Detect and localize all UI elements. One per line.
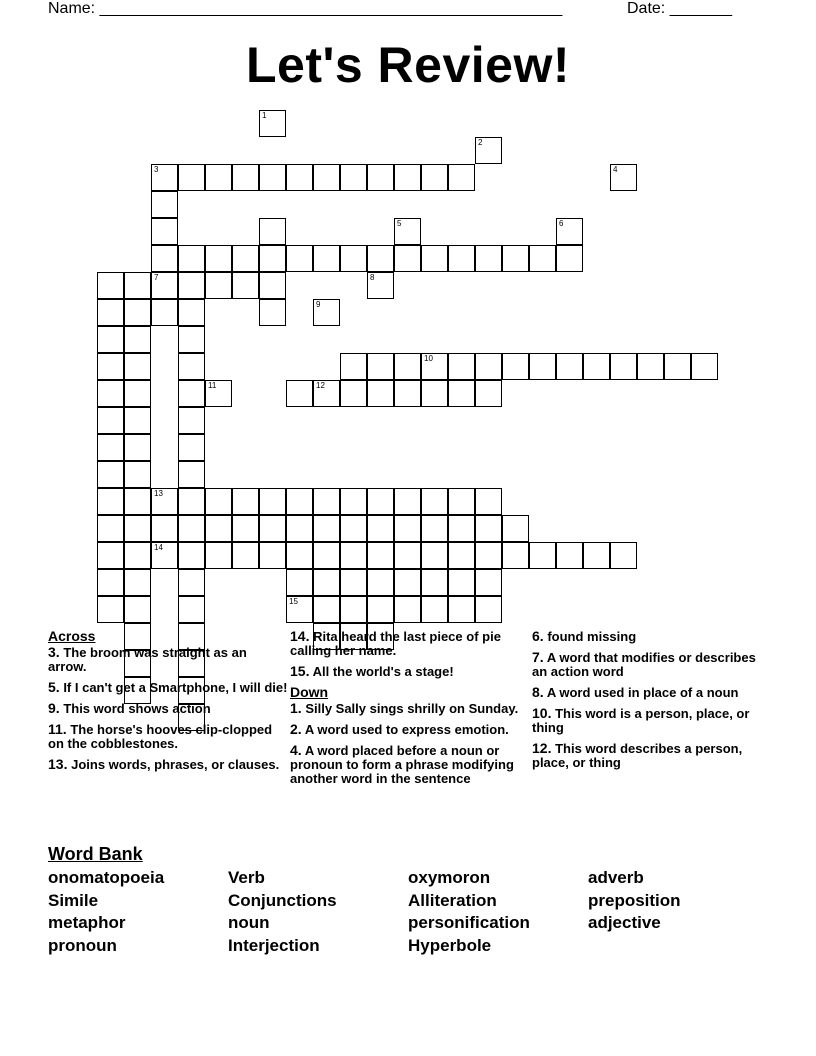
clue-number: 10 — [424, 354, 433, 363]
grid-cell[interactable] — [448, 245, 475, 272]
grid-cell[interactable] — [448, 488, 475, 515]
grid-cell[interactable] — [421, 380, 448, 407]
word-bank-item: adjective — [588, 913, 661, 932]
down-clue-1: 1. Silly Sally sings shrilly on Sunday. — [290, 700, 519, 716]
word-bank-item: Conjunctions — [228, 891, 337, 910]
grid-cell[interactable] — [664, 353, 691, 380]
grid-cell[interactable] — [448, 569, 475, 596]
grid-cell[interactable] — [151, 515, 178, 542]
date-line: Date: _______ — [627, 0, 732, 17]
across-clue-9: 9. This word shows action — [48, 700, 211, 716]
down-clue-7: 7. A word that modifies or describes an action word — [532, 649, 756, 679]
grid-cell[interactable] — [232, 272, 259, 299]
grid-cell[interactable] — [394, 542, 421, 569]
grid-cell[interactable] — [448, 515, 475, 542]
grid-cell[interactable] — [610, 353, 637, 380]
grid-cell[interactable] — [529, 353, 556, 380]
across-clue-11: 11. The horse's hooves clip-clopped on the cobblestones. — [48, 721, 273, 751]
grid-cell[interactable] — [232, 164, 259, 191]
grid-cell[interactable] — [394, 596, 421, 623]
across-heading: Across — [48, 628, 96, 644]
grid-cell[interactable] — [151, 272, 178, 299]
grid-cell[interactable] — [151, 245, 178, 272]
grid-cell[interactable] — [340, 569, 367, 596]
down-clue-2: 2. A word used to express emotion. — [290, 721, 509, 737]
clue-number: 6 — [559, 219, 564, 228]
grid-cell[interactable] — [394, 488, 421, 515]
grid-cell[interactable] — [421, 164, 448, 191]
clue-number: 8 — [370, 273, 375, 282]
grid-cell[interactable] — [448, 542, 475, 569]
grid-cell[interactable] — [394, 569, 421, 596]
grid-cell[interactable] — [421, 569, 448, 596]
grid-cell[interactable] — [286, 164, 313, 191]
word-bank-item: Interjection — [228, 936, 320, 955]
grid-cell[interactable] — [475, 596, 502, 623]
grid-cell[interactable] — [178, 245, 205, 272]
grid-cell[interactable] — [178, 596, 205, 623]
grid-cell[interactable] — [313, 380, 340, 407]
grid-cell[interactable] — [394, 164, 421, 191]
grid-cell[interactable] — [637, 353, 664, 380]
grid-cell[interactable] — [151, 218, 178, 245]
grid-cell[interactable] — [340, 245, 367, 272]
word-bank-item: onomatopoeia — [48, 868, 165, 887]
grid-cell[interactable] — [205, 245, 232, 272]
clue-number: 2 — [478, 138, 483, 147]
grid-cell[interactable] — [232, 542, 259, 569]
grid-cell[interactable] — [205, 542, 232, 569]
grid-cell[interactable] — [448, 596, 475, 623]
grid-cell[interactable] — [124, 272, 151, 299]
grid-cell[interactable] — [124, 380, 151, 407]
grid-cell[interactable] — [178, 407, 205, 434]
word-bank-item: adverb — [588, 868, 644, 887]
grid-cell[interactable] — [286, 596, 313, 623]
grid-cell[interactable] — [367, 596, 394, 623]
down-clue-4: 4. A word placed before a noun or pronoun to form a phrase modifying another word in the sentence — [290, 742, 514, 786]
down-clues-column-3 — [532, 629, 772, 776]
word-bank-item: personification — [408, 913, 530, 932]
grid-cell[interactable] — [367, 515, 394, 542]
grid-cell[interactable] — [367, 353, 394, 380]
grid-cell[interactable] — [178, 353, 205, 380]
grid-cell[interactable] — [124, 299, 151, 326]
grid-cell[interactable] — [97, 353, 124, 380]
grid-cell[interactable] — [97, 515, 124, 542]
grid-cell[interactable] — [475, 137, 502, 164]
grid-cell[interactable] — [286, 542, 313, 569]
clue-number: 4 — [613, 165, 618, 174]
grid-cell[interactable] — [529, 245, 556, 272]
grid-cell[interactable] — [556, 245, 583, 272]
grid-cell[interactable] — [367, 542, 394, 569]
grid-cell[interactable] — [340, 515, 367, 542]
grid-cell[interactable] — [178, 164, 205, 191]
grid-cell[interactable] — [475, 488, 502, 515]
grid-cell[interactable] — [394, 380, 421, 407]
grid-cell[interactable] — [502, 245, 529, 272]
grid-cell[interactable] — [529, 542, 556, 569]
grid-cell[interactable] — [475, 569, 502, 596]
grid-cell[interactable] — [367, 272, 394, 299]
grid-cell[interactable] — [124, 488, 151, 515]
grid-cell[interactable] — [313, 542, 340, 569]
grid-cell[interactable] — [475, 245, 502, 272]
grid-cell[interactable] — [97, 569, 124, 596]
grid-cell[interactable] — [448, 353, 475, 380]
grid-cell[interactable] — [421, 245, 448, 272]
grid-cell[interactable] — [259, 110, 286, 137]
grid-cell[interactable] — [340, 542, 367, 569]
word-bank-item: Simile — [48, 891, 99, 910]
grid-cell[interactable] — [475, 515, 502, 542]
grid-cell[interactable] — [502, 353, 529, 380]
grid-cell[interactable] — [394, 245, 421, 272]
grid-cell[interactable] — [124, 569, 151, 596]
page-title: Let's Review! — [245, 37, 571, 93]
word-bank-item: pronoun — [48, 936, 117, 955]
grid-cell[interactable] — [475, 353, 502, 380]
grid-cell[interactable] — [97, 299, 124, 326]
grid-cell[interactable] — [286, 488, 313, 515]
grid-cell[interactable] — [286, 245, 313, 272]
down-heading: Down — [290, 684, 329, 700]
grid-cell[interactable] — [97, 488, 124, 515]
grid-cell[interactable] — [97, 272, 124, 299]
grid-cell[interactable] — [205, 272, 232, 299]
grid-cell[interactable] — [583, 542, 610, 569]
grid-cell[interactable] — [313, 515, 340, 542]
grid-cell[interactable] — [151, 488, 178, 515]
down-clue-10: 10. This word is a person, place, or thing — [532, 705, 750, 735]
grid-cell[interactable] — [610, 542, 637, 569]
grid-cell[interactable] — [259, 488, 286, 515]
grid-cell[interactable] — [151, 299, 178, 326]
grid-cell[interactable] — [583, 353, 610, 380]
grid-cell[interactable] — [340, 380, 367, 407]
grid-cell[interactable] — [178, 488, 205, 515]
grid-cell[interactable] — [259, 272, 286, 299]
grid-cell[interactable] — [259, 245, 286, 272]
grid-cell[interactable] — [259, 218, 286, 245]
grid-cell[interactable] — [313, 164, 340, 191]
word-bank-item: noun — [228, 913, 270, 932]
grid-cell[interactable] — [259, 542, 286, 569]
clue-number: 3 — [154, 165, 159, 174]
grid-cell[interactable] — [286, 515, 313, 542]
grid-cell[interactable] — [340, 596, 367, 623]
clue-number: 7 — [154, 273, 159, 282]
grid-cell[interactable] — [124, 326, 151, 353]
grid-cell[interactable] — [124, 542, 151, 569]
grid-cell[interactable] — [205, 488, 232, 515]
grid-cell[interactable] — [178, 380, 205, 407]
grid-cell[interactable] — [259, 515, 286, 542]
grid-cell[interactable] — [313, 569, 340, 596]
grid-cell[interactable] — [178, 434, 205, 461]
grid-cell[interactable] — [313, 245, 340, 272]
clue-number: 15 — [289, 597, 298, 606]
grid-cell[interactable] — [367, 488, 394, 515]
grid-cell[interactable] — [259, 164, 286, 191]
grid-cell[interactable] — [178, 569, 205, 596]
grid-cell[interactable] — [151, 191, 178, 218]
clue-number: 5 — [397, 219, 402, 228]
name-line: Name: ____________________________________________________ — [48, 0, 563, 17]
grid-cell[interactable] — [124, 596, 151, 623]
grid-cell[interactable] — [178, 272, 205, 299]
grid-cell[interactable] — [556, 353, 583, 380]
clue-number: 13 — [154, 489, 163, 498]
word-bank-item: Alliteration — [408, 891, 497, 910]
across-clue-15: 15. All the world's a stage! — [290, 663, 454, 679]
grid-cell[interactable] — [205, 515, 232, 542]
grid-cell[interactable] — [448, 380, 475, 407]
across-clue-14: 14. Rita heard the last piece of pie calling her name. — [290, 628, 501, 658]
grid-cell[interactable] — [556, 542, 583, 569]
word-bank-item: Verb — [228, 868, 265, 887]
word-bank-item: metaphor — [48, 913, 126, 932]
grid-cell[interactable] — [610, 164, 637, 191]
clue-number: 14 — [154, 543, 163, 552]
grid-cell[interactable] — [340, 488, 367, 515]
grid-cell[interactable] — [421, 596, 448, 623]
grid-cell[interactable] — [124, 353, 151, 380]
grid-cell[interactable] — [421, 488, 448, 515]
grid-cell[interactable] — [232, 515, 259, 542]
grid-cell[interactable] — [313, 596, 340, 623]
grid-cell[interactable] — [448, 164, 475, 191]
grid-cell[interactable] — [178, 515, 205, 542]
grid-cell[interactable] — [124, 434, 151, 461]
grid-cell[interactable] — [340, 164, 367, 191]
grid-cell[interactable] — [421, 542, 448, 569]
word-bank-item: preposition — [588, 891, 681, 910]
grid-cell[interactable] — [97, 407, 124, 434]
grid-cell[interactable] — [502, 542, 529, 569]
grid-cell[interactable] — [124, 407, 151, 434]
grid-cell[interactable] — [421, 353, 448, 380]
down-clue-6: 6. found missing — [532, 628, 637, 644]
grid-cell[interactable] — [178, 299, 205, 326]
grid-cell[interactable] — [313, 299, 340, 326]
grid-cell[interactable] — [475, 380, 502, 407]
down-clue-8: 8. A word used in place of a noun — [532, 684, 739, 700]
grid-cell[interactable] — [286, 380, 313, 407]
grid-cell[interactable] — [367, 569, 394, 596]
across-clue-5: 5. If I can't get a Smartphone, I will die! — [48, 679, 288, 695]
clue-number: 1 — [262, 111, 267, 120]
grid-cell[interactable] — [367, 380, 394, 407]
grid-cell[interactable] — [556, 218, 583, 245]
grid-cell[interactable] — [367, 245, 394, 272]
grid-cell[interactable] — [691, 353, 718, 380]
grid-cell[interactable] — [151, 164, 178, 191]
grid-cell[interactable] — [97, 596, 124, 623]
grid-cell[interactable] — [97, 326, 124, 353]
grid-cell[interactable] — [502, 515, 529, 542]
clue-number: 11 — [208, 381, 217, 390]
down-clue-12: 12. This word describes a person, place, or thing — [532, 740, 743, 770]
word-bank-item: Hyperbole — [408, 936, 492, 955]
clue-number: 12 — [316, 381, 325, 390]
grid-cell[interactable] — [151, 542, 178, 569]
grid-cell[interactable] — [232, 245, 259, 272]
clue-number: 9 — [316, 300, 321, 309]
grid-cell[interactable] — [394, 353, 421, 380]
grid-cell[interactable] — [97, 434, 124, 461]
grid-cell[interactable] — [394, 218, 421, 245]
grid-cell[interactable] — [97, 380, 124, 407]
grid-cell[interactable] — [286, 569, 313, 596]
grid-cell[interactable] — [367, 164, 394, 191]
across-clue-3: 3. The broom was straight as an arrow. — [48, 644, 247, 674]
grid-cell[interactable] — [232, 488, 259, 515]
grid-cell[interactable] — [178, 461, 205, 488]
grid-cell[interactable] — [124, 515, 151, 542]
clues-column-2 — [290, 629, 530, 792]
grid-cell[interactable] — [205, 164, 232, 191]
across-clue-13: 13. Joins words, phrases, or clauses. — [48, 756, 280, 772]
grid-cell[interactable] — [259, 299, 286, 326]
grid-cell[interactable] — [421, 515, 448, 542]
grid-cell[interactable] — [394, 515, 421, 542]
grid-cell[interactable] — [124, 461, 151, 488]
grid-cell[interactable] — [178, 326, 205, 353]
grid-cell[interactable] — [313, 488, 340, 515]
across-clues-column-1 — [48, 629, 288, 778]
grid-cell[interactable] — [205, 380, 232, 407]
word-bank-item: oxymoron — [408, 868, 491, 887]
word-bank-title: Word Bank — [48, 844, 143, 864]
grid-cell[interactable] — [178, 542, 205, 569]
grid-cell[interactable] — [97, 542, 124, 569]
grid-cell[interactable] — [475, 542, 502, 569]
grid-cell[interactable] — [97, 461, 124, 488]
grid-cell[interactable] — [340, 353, 367, 380]
